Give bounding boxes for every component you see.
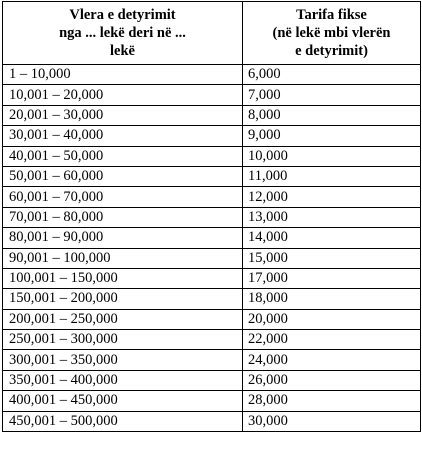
fee-header-line: (në lekë mbi vlerën <box>272 25 391 41</box>
fee-cell: 28,000 <box>243 391 421 411</box>
range-cell: 80,001 – 90,000 <box>3 228 243 248</box>
fee-cell: 12,000 <box>243 187 421 207</box>
fee-cell: 7,000 <box>243 85 421 105</box>
table-row <box>3 370 421 390</box>
table-row <box>3 289 421 309</box>
range-header-line: lekë <box>110 43 135 59</box>
fee-cell: 24,000 <box>243 350 421 370</box>
fee-header-line: e detyrimit) <box>295 43 368 59</box>
table-row <box>3 146 421 166</box>
fee-cell: 17,000 <box>243 268 421 288</box>
range-header-line: Vlera e detyrimit <box>69 7 176 23</box>
table-row <box>3 391 421 411</box>
table-row <box>3 309 421 329</box>
fee-cell: 9,000 <box>243 126 421 146</box>
table-row <box>3 228 421 248</box>
fee-cell: 13,000 <box>243 207 421 227</box>
fee-cell: 8,000 <box>243 105 421 125</box>
range-cell: 30,001 – 40,000 <box>3 126 243 146</box>
table-row <box>3 126 421 146</box>
fee-column-header <box>243 2 421 65</box>
fee-cell: 14,000 <box>243 228 421 248</box>
table-row <box>3 248 421 268</box>
table-row <box>3 85 421 105</box>
table-row <box>3 330 421 350</box>
range-cell: 350,001 – 400,000 <box>3 370 243 390</box>
table-row <box>3 207 421 227</box>
range-cell: 40,001 – 50,000 <box>3 146 243 166</box>
table-header <box>3 2 421 65</box>
table-row <box>3 105 421 125</box>
range-cell: 10,001 – 20,000 <box>3 85 243 105</box>
fee-cell: 20,000 <box>243 309 421 329</box>
table-row <box>3 166 421 186</box>
table-body <box>3 65 421 432</box>
range-cell: 1 – 10,000 <box>3 65 243 85</box>
range-cell: 90,001 – 100,000 <box>3 248 243 268</box>
range-cell: 450,001 – 500,000 <box>3 411 243 431</box>
table-row <box>3 65 421 85</box>
table-row <box>3 350 421 370</box>
fee-table <box>2 1 421 432</box>
range-cell: 100,001 – 150,000 <box>3 268 243 288</box>
range-cell: 50,001 – 60,000 <box>3 166 243 186</box>
table-row <box>3 411 421 431</box>
fee-cell: 6,000 <box>243 65 421 85</box>
range-column-header <box>3 2 243 65</box>
range-cell: 150,001 – 200,000 <box>3 289 243 309</box>
range-cell: 300,001 – 350,000 <box>3 350 243 370</box>
fee-cell: 18,000 <box>243 289 421 309</box>
range-cell: 400,001 – 450,000 <box>3 391 243 411</box>
fee-cell: 22,000 <box>243 330 421 350</box>
fee-cell: 30,000 <box>243 411 421 431</box>
range-cell: 60,001 – 70,000 <box>3 187 243 207</box>
range-cell: 70,001 – 80,000 <box>3 207 243 227</box>
fee-cell: 26,000 <box>243 370 421 390</box>
header-row <box>3 2 421 65</box>
range-cell: 200,001 – 250,000 <box>3 309 243 329</box>
fee-header-line: Tarifa fikse <box>296 7 367 23</box>
table-row <box>3 268 421 288</box>
fee-cell: 10,000 <box>243 146 421 166</box>
range-header-line: nga ... lekë deri në ... <box>59 25 186 41</box>
fee-cell: 11,000 <box>243 166 421 186</box>
table-row <box>3 187 421 207</box>
range-cell: 250,001 – 300,000 <box>3 330 243 350</box>
fee-cell: 15,000 <box>243 248 421 268</box>
range-cell: 20,001 – 30,000 <box>3 105 243 125</box>
